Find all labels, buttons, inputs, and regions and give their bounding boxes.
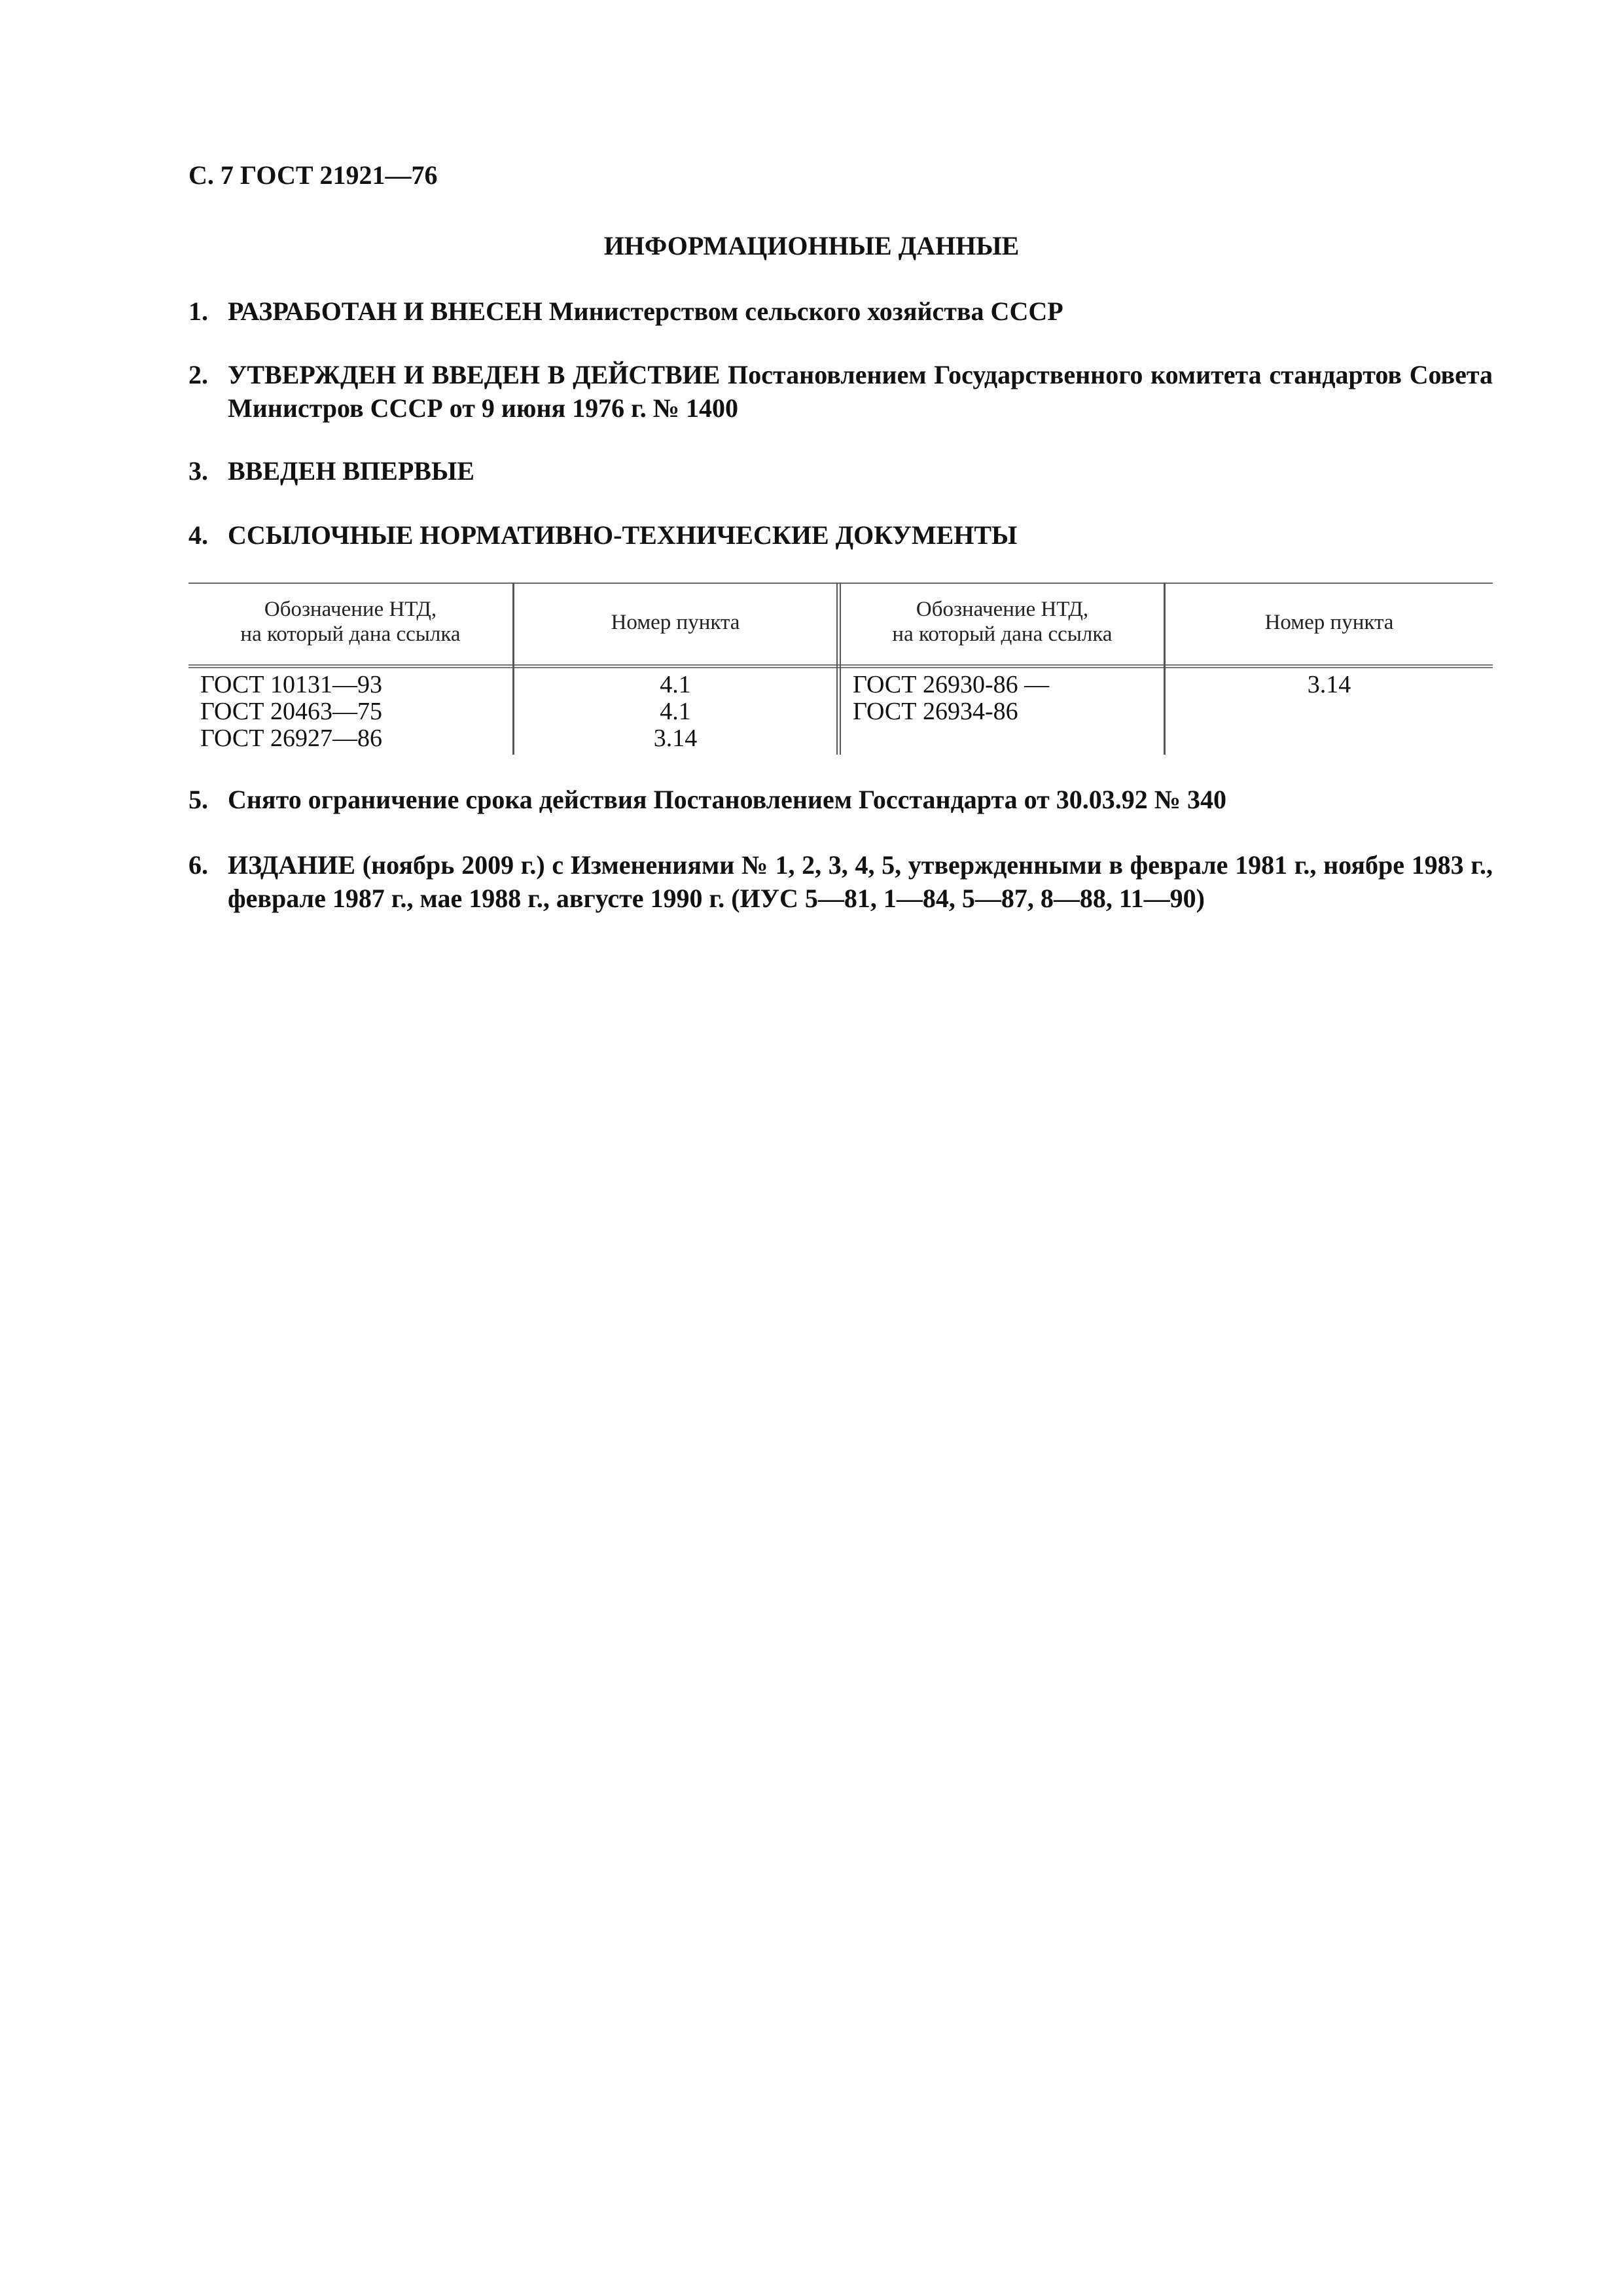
item-lead: ССЫЛОЧНЫЕ НОРМАТИВНО-ТЕХНИЧЕСКИЕ ДОКУМЕНТЫ	[228, 520, 1018, 550]
info-item-6	[188, 848, 1493, 915]
table-cell: ГОСТ 20463—75	[200, 698, 382, 725]
column-header-ntd: Обозначение НТД, на который дана ссылка	[892, 598, 1113, 646]
column-header-point: Номер пункта	[1264, 611, 1394, 634]
info-item-5	[188, 783, 1493, 816]
reference-documents-table	[188, 583, 1493, 755]
table-cell: 4.1	[660, 698, 691, 725]
table-cell: ГОСТ 26927—86	[200, 725, 382, 752]
column-header-point: Номер пункта	[611, 611, 740, 634]
item-lead: ВВЕДЕН ВПЕРВЫЕ	[228, 456, 474, 486]
table-double-divider	[836, 583, 841, 755]
item-text: (ноябрь 2009 г.) с Изменениями № 1, 2, 3, 4, 5, утвержденными в феврале 1981 г., ноябре 1983 г., феврале 1987 г., мае 1988 г., августе 1990 г. (ИУС 5—81, 1—84, 5—87, 8—88, 11—90)	[228, 850, 1493, 913]
table-cell-point-left	[514, 672, 836, 752]
item-lead: УТВЕРЖДЕН И ВВЕДЕН В ДЕЙСТВИЕ	[228, 360, 721, 389]
document-title: ИНФОРМАЦИОННЫЕ ДАННЫЕ	[603, 231, 1020, 260]
item-lead: Снято ограничение срока действия Постановлением Госстандарта от 30.03.92 № 340	[228, 785, 1226, 814]
page-header: С. 7 ГОСТ 21921—76	[188, 160, 438, 190]
item-text: Министерством сельского хозяйства СССР	[542, 296, 1063, 326]
item-text: Постановлением Государственного комитета стандартов Совета Министров СССР от 9 июня 1976 г. № 1400	[228, 360, 1493, 423]
item-number: 1.	[188, 296, 208, 326]
table-cell-point-right	[1166, 672, 1493, 698]
info-item-2	[188, 358, 1493, 425]
table-cell: 4.1	[660, 671, 691, 698]
item-number: 5.	[188, 785, 208, 814]
table-cell: ГОСТ 10131—93	[200, 671, 382, 698]
table-column-divider	[1164, 583, 1166, 755]
item-lead: РАЗРАБОТАН И ВНЕСЕН	[228, 296, 543, 326]
info-item-4	[188, 518, 1493, 552]
info-item-1	[188, 295, 1493, 328]
table-cell: ГОСТ 26934-86	[853, 698, 1018, 725]
info-item-3	[188, 454, 1493, 488]
table-cell-ntd-left	[200, 672, 508, 752]
item-lead: ИЗДАНИЕ	[228, 850, 356, 880]
column-header-ntd: Обозначение НТД, на который дана ссылка	[240, 598, 461, 646]
item-number: 6.	[188, 850, 208, 880]
table-cell: 3.14	[653, 725, 698, 752]
table-cell: 3.14	[1307, 671, 1351, 698]
table-cell-ntd-right	[853, 672, 1160, 725]
item-number: 4.	[188, 520, 208, 550]
item-number: 3.	[188, 456, 208, 486]
table-cell: ГОСТ 26930-86 —	[853, 671, 1050, 698]
item-number: 2.	[188, 360, 208, 389]
